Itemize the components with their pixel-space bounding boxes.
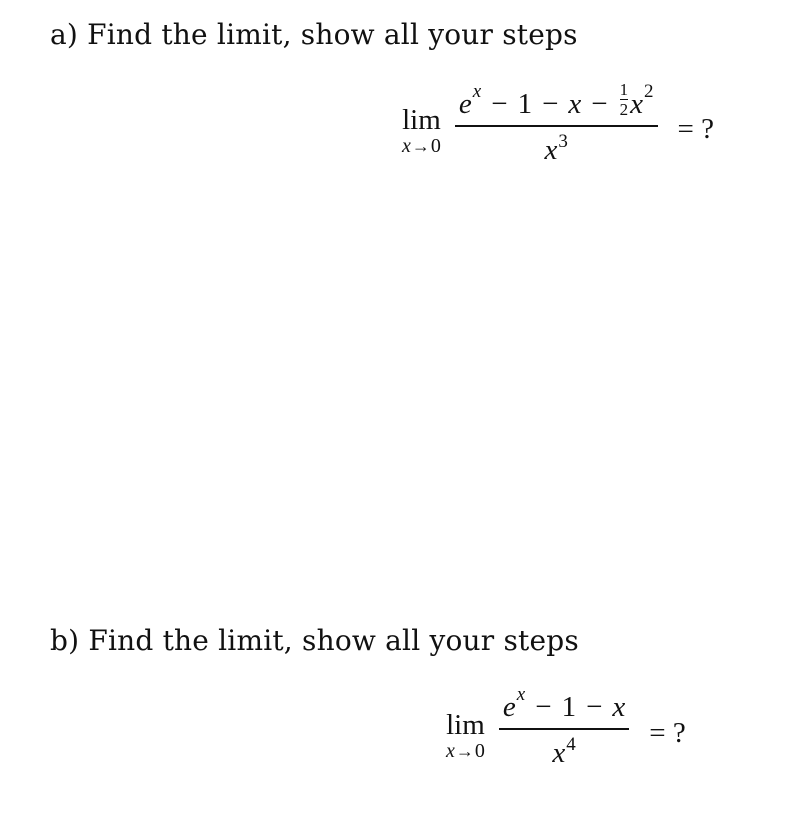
half-numerator: 1 [619,80,629,99]
question-mark: ? [672,717,686,750]
equals-sign: = [649,717,666,750]
x-squared-power: 2 [644,81,654,103]
limit-target: 0 [474,739,485,762]
denominator-power: 3 [558,130,568,152]
denominator [545,127,568,171]
right-arrow-icon: → [455,740,474,761]
half-fraction [620,81,629,118]
lim-label: lim [446,708,485,741]
fraction [455,80,658,171]
exp-power: x [472,81,482,103]
limit-variable: x [402,135,411,158]
equals-sign: = [677,112,694,145]
x-term: x [568,88,582,121]
question-mark: ? [701,112,715,145]
limit-subscript [402,135,441,157]
denominator-base: x [552,736,566,769]
limit-operator [446,710,485,762]
constant-one: 1 [561,691,577,723]
limit-subscript [446,740,485,762]
fraction [499,684,629,774]
limit-variable: x [446,739,455,762]
problem-a-title: a) Find the limit, show all your steps [50,18,578,51]
denominator-power: 4 [566,733,576,755]
denominator [552,730,575,774]
limit-operator [402,105,441,157]
problem-b-equation [446,684,686,774]
problem-b-title: b) Find the limit, show all your steps [50,624,579,657]
exp-base: e [502,691,516,723]
right-arrow-icon: → [411,136,430,157]
half-denominator: 2 [619,100,629,120]
minus-sign: − [586,691,603,723]
equals-unknown [678,113,714,146]
problem-a-equation [402,80,715,171]
minus-sign: − [535,691,552,723]
lim-label: lim [402,104,441,137]
equals-unknown [649,717,685,750]
limit-target: 0 [430,135,441,158]
constant-one: 1 [517,88,533,121]
numerator [455,80,658,125]
denominator-base: x [544,133,558,166]
x-term: x [612,691,626,723]
exp-base: e [458,88,472,121]
minus-sign: − [491,88,508,121]
numerator [499,684,629,728]
x-squared-base: x [630,88,644,121]
exp-power: x [516,684,526,705]
minus-sign: − [542,88,559,121]
minus-sign: − [591,88,608,121]
